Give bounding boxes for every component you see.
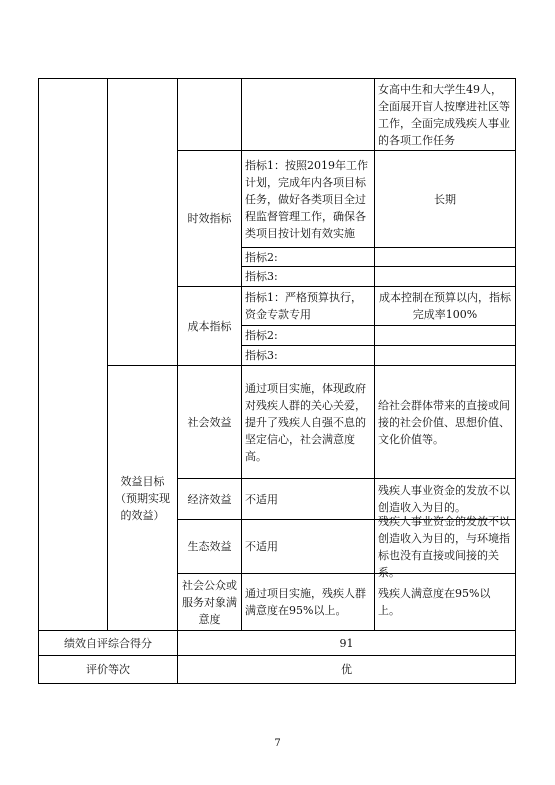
- table-cell: [178, 151, 241, 286]
- grade-label: [39, 656, 177, 683]
- cell-text: 指标3:: [245, 270, 278, 283]
- table-cell: [375, 79, 515, 150]
- cell-text: 残疾人事业资金的发放不以创造收入为目的，与环境指标也没有直接或间接的关系。: [378, 514, 510, 579]
- page-number: 7: [274, 738, 281, 749]
- cell-text: 给社会群体带来的直接或间接的社会价值、思想价值、文化价值等。: [378, 398, 510, 446]
- cell-text: 通过项目实施，体现政府对残疾人群的关心关爱，提升了残疾人自强不息的坚定信心，社会满意度高。: [245, 381, 366, 463]
- score-value: [178, 631, 515, 655]
- table-cell: [178, 366, 241, 478]
- table-cell: [242, 267, 374, 286]
- cell-text: 经济效益: [187, 492, 232, 506]
- cell-text: 指标2:: [245, 250, 278, 264]
- cell-text: 效益目标（预期实现的效益）: [115, 474, 170, 522]
- cell-text: 指标1：严格预算执行，资金专款专用: [245, 291, 362, 321]
- cell-text: 生态效益: [187, 540, 232, 553]
- table-line: [38, 78, 39, 684]
- table-cell: [375, 287, 515, 325]
- table-cell: [375, 514, 515, 579]
- table-line: [515, 78, 516, 684]
- cell-text: 残疾人满意度在95%以上。: [378, 587, 491, 617]
- cell-text: 成本控制在预算以内，指标完成率100%: [379, 291, 511, 321]
- grade-value: [178, 656, 515, 683]
- table-cell: [242, 248, 374, 266]
- table-cell: [108, 366, 177, 630]
- table-cell: [242, 520, 374, 573]
- table-cell: [178, 287, 241, 365]
- table-cell: [178, 479, 241, 519]
- table-line: [38, 683, 516, 684]
- table-cell: [242, 326, 374, 345]
- cell-text: 成本指标: [187, 319, 232, 333]
- cell-text: 女高中生和大学生49人，全面展开盲人按摩进社区等工作，全面完成残疾人事业的各项工作任务: [378, 82, 510, 147]
- cell-text: 指标1：按照2019年工作计划，完成年内各项目标任务，做好各类项目全过程监督管理工作，确保各类项目按计划有效实施: [245, 158, 368, 240]
- table-cell: [242, 346, 374, 365]
- cell-text: 指标2:: [245, 329, 278, 342]
- cell-text: 不适用: [245, 540, 278, 553]
- table-cell: [375, 574, 515, 630]
- table-cell: [242, 151, 374, 247]
- cell-text: 长期: [434, 192, 456, 206]
- table-cell: [242, 287, 374, 325]
- cell-text: 社会效益: [187, 415, 232, 429]
- table-cell: [375, 151, 515, 247]
- cell-text: 91: [339, 636, 354, 650]
- cell-text: 绩效自评综合得分: [64, 636, 152, 650]
- table-cell: [242, 479, 374, 519]
- cell-text: 不适用: [245, 492, 278, 506]
- cell-text: 指标3:: [245, 349, 278, 362]
- cell-text: 优: [341, 663, 352, 676]
- score-label: [39, 631, 177, 655]
- cell-text: 评价等次: [86, 663, 130, 676]
- cell-text: 社会公众或服务对象满意度: [182, 578, 237, 626]
- table-cell: [178, 574, 241, 630]
- table-cell: [242, 574, 374, 630]
- cell-text: 通过项目实施，残疾人群满意度在95%以上。: [245, 587, 366, 617]
- cell-text: 残疾人事业资金的发放不以创造收入为目的。: [378, 484, 510, 514]
- table-cell: [242, 366, 374, 478]
- cell-text: 时效指标: [187, 212, 232, 225]
- table-cell: [375, 366, 515, 478]
- table-cell: [178, 520, 241, 573]
